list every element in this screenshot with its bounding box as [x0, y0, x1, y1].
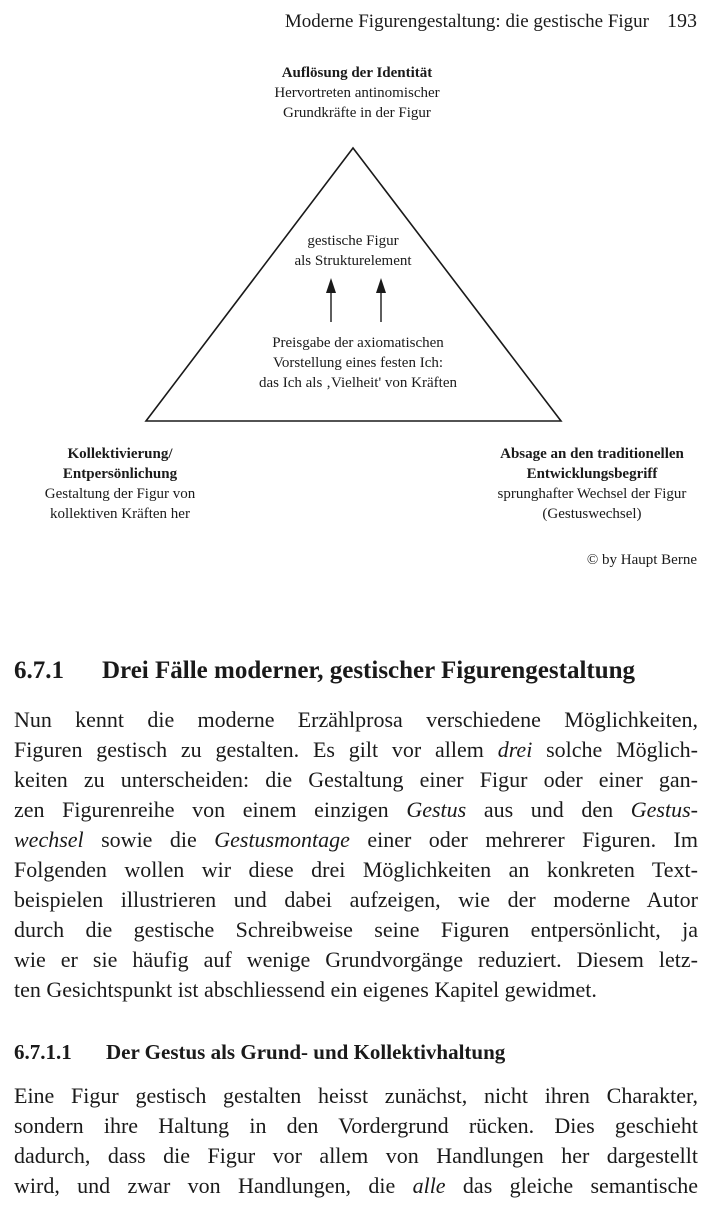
left-title-line-2: Entpersönlichung — [62, 466, 178, 482]
p2-line-3: dadurch, dass die Figur vor allem von Handlungen her dargestellt — [14, 1143, 698, 1168]
left-title-line-1: Kollektivierung/ — [67, 446, 173, 462]
p1-line-10: ten Gesichtspunkt ist abschliessend ein eigenes Kapitel gewidmet. — [14, 977, 597, 1002]
p1-line-2: Figuren gestisch zu gestalten. Es gilt vor allem drei solche Möglich- — [14, 737, 698, 762]
right-line-2: (Gestuswechsel) — [542, 506, 642, 522]
section-heading — [14, 657, 704, 685]
subsection-number: 6.7.1.1 — [14, 1040, 72, 1064]
p1-line-4: zen Figurenreihe von einem einzigen Gestus aus und den Gestus- — [14, 797, 698, 822]
p2-line-4: wird, und zwar von Handlungen, die alle das gleiche semantische — [14, 1173, 698, 1198]
paragraph-1 — [14, 705, 698, 1005]
right-title-line-2: Entwicklungsbegriff — [526, 466, 658, 482]
diagram-inner-bottom — [213, 333, 503, 393]
inner-top-line-2: als Strukturelement — [294, 253, 412, 269]
left-line-2: kollektiven Kräften her — [50, 506, 190, 522]
inner-bottom-line-3: das Ich als ‚Vielheit' von Kräften — [259, 375, 457, 391]
section-number: 6.7.1 — [14, 657, 64, 684]
diagram-inner-top — [253, 231, 453, 271]
p2-line-1: Eine Figur gestisch gestalten heisst zunächst, nicht ihren Charakter, — [14, 1083, 698, 1108]
p1-line-5: wechsel sowie die Gestusmontage einer oder mehrerer Figuren. Im — [14, 827, 698, 852]
running-head-title: Moderne Figurengestaltung: die gestische Figur — [284, 11, 649, 32]
inner-bottom-line-2: Vorstellung eines festen Ich: — [272, 355, 444, 371]
inner-top-line-1: gestische Figur — [307, 233, 399, 249]
p2-line-2: sondern ihre Haltung in den Vordergrund rücken. Dies geschieht — [14, 1113, 698, 1138]
page-number: 193 — [667, 10, 697, 32]
diagram-right-label — [467, 444, 715, 524]
arrow-right — [376, 278, 386, 322]
left-line-1: Gestaltung der Figur von — [44, 486, 196, 502]
subsection-title: Der Gestus als Grund- und Kollektivhaltung — [106, 1040, 506, 1064]
right-title-line-1: Absage an den traditionellen — [500, 446, 684, 462]
inner-bottom-line-1: Preisgabe der axiomatischen — [272, 335, 444, 351]
subsection-heading — [14, 1040, 704, 1065]
p1-line-1: Nun kennt die moderne Erzählprosa verschiedene Möglichkeiten, — [14, 707, 698, 732]
diagram-top-line-1: Hervortreten antinomischer — [274, 85, 440, 101]
p1-line-7: beispielen illustrieren und dabei aufzeigen, wie der moderne Autor — [14, 887, 698, 912]
copyright-notice: © by Haupt Berne — [586, 552, 697, 568]
p1-line-8: durch die gestische Schreibweise seine Figuren entpersönlicht, ja — [14, 917, 698, 942]
p1-line-3: keiten zu unterscheiden: die Gestaltung einer Figur oder einer gan- — [14, 767, 698, 792]
diagram-left-label — [20, 444, 220, 524]
p1-line-9: wie er sie häufig auf wenige Grundvorgänge reduziert. Diesem letz- — [14, 947, 698, 972]
diagram-top-title: Auflösung der Identität — [281, 65, 433, 81]
arrow-left — [326, 278, 336, 322]
diagram-top-line-2: Grundkräfte in der Figur — [283, 105, 431, 121]
section-title: Drei Fälle moderner, gestischer Figurengestaltung — [102, 657, 636, 684]
paragraph-2 — [14, 1081, 698, 1201]
p1-line-6: Folgenden wollen wir diese drei Möglichkeiten an konkreten Text- — [14, 857, 698, 882]
right-line-1: sprunghafter Wechsel der Figur — [497, 486, 687, 502]
